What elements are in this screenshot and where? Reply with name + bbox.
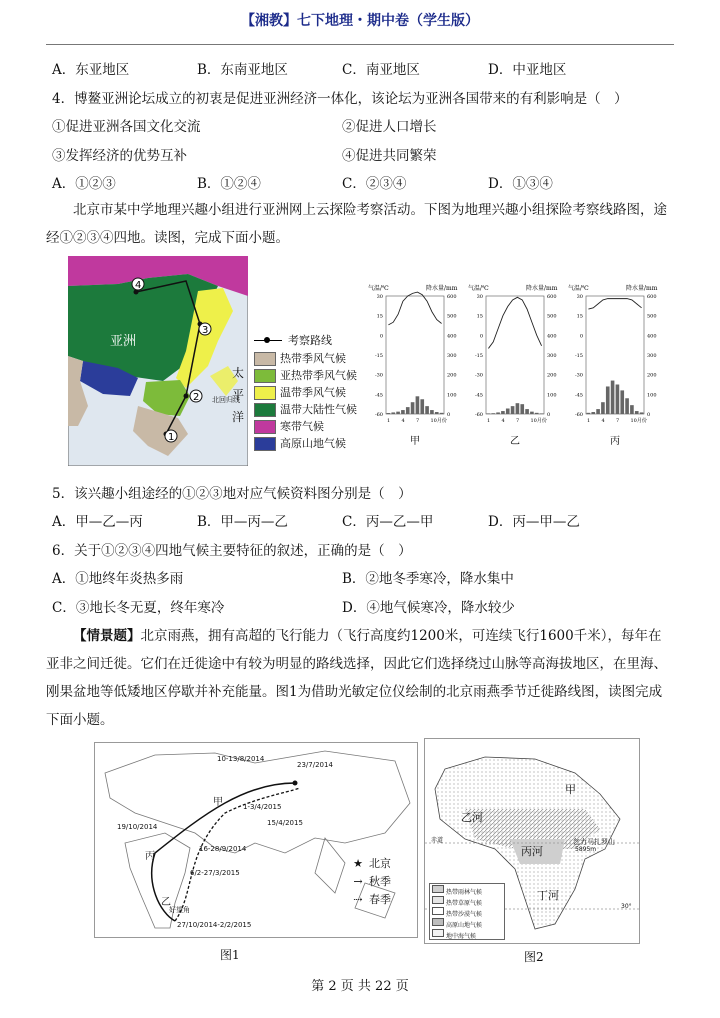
precip-bar [611,381,615,414]
q4-stem: 4．博鳌亚洲论坛成立的初衷是促进亚洲经济一体化，该论坛为亚洲各国带来的有利影响是（ ） [52,91,628,107]
fig2-label-bing: 丙河 [521,845,543,858]
chart-frame [586,296,644,414]
fig2-label-ding: 丁河 [537,889,559,902]
precip-tick: 600 [547,294,557,300]
fig2-label-yi: 乙河 [461,811,483,824]
legend-label: 温带大陆性气候 [280,403,357,416]
month-tick: 1 [487,418,491,424]
q6-stem: 6．关于①②③④四地气候主要特征的叙述，正确的是（ ） [52,543,412,559]
legend-item [252,401,364,418]
q6-option-c: C．③地长冬无夏，终年寒冷 [52,600,225,616]
temp-tick: -15 [474,353,483,359]
precip-bar [406,407,410,414]
precip-tick: 0 [647,412,651,418]
precip-bar [516,403,520,414]
temp-tick: -60 [574,412,583,418]
temp-unit: 气温/℃ [468,285,489,292]
fig2-label-height: 5895m [575,846,597,853]
asia-climate-map [68,256,248,466]
precip-bar [430,410,434,414]
fig2-label-30s: 30° [621,903,632,910]
chart-frame [486,296,544,414]
scenario-paragraph [46,622,674,734]
temp-curve [588,299,641,309]
q4-item-2: ②促进人口增长 [342,119,437,135]
fig1-date-1: 10-13/8/2014 [217,755,265,763]
q6-option-b: B．②地冬季寒冷，降水集中 [342,571,514,587]
legend-label: 高原山地气候 [280,437,346,450]
fig1-date-8: 27/10/2014-2/2/2015 [177,921,252,929]
temp-tick: 30 [576,294,583,300]
temp-tick: -15 [374,353,383,359]
chart-frame [386,296,444,414]
page-footer: 第 2 页 共 22 页 [311,979,409,994]
precip-bar [511,406,515,414]
precip-bar [487,413,491,414]
precip-bar [535,413,539,414]
temp-tick: 15 [576,313,583,320]
month-tick: 10月份 [430,418,447,424]
month-tick: 7 [516,418,520,424]
legend-item [252,350,364,367]
fig1-frame [94,742,418,938]
map1-label-tropic: 北回归线 [212,396,240,404]
temp-tick: -60 [374,412,383,418]
precip-bar [520,404,524,414]
precip-tick: 100 [547,392,557,399]
fig1-date-3: 1-3/4/2015 [243,803,282,811]
scenario-text: 北京雨燕，拥有高超的飞行能力（飞行高度约1200米，可连续飞行1600千米），每年在亚非之间迁徙。它们在迁徙途中有较为明显的路线选择，因此它们选择绕过山脉等高海拔地区，在里海、刚果盆地等低矮地区停歇并补充能量。图1为借助光敏定位仪绘制的北京雨燕季节迁徙路线图，读图完成下面小题。 [46,628,667,728]
precip-bar [620,390,624,414]
precip-tick: 200 [547,372,557,379]
temp-tick: 0 [579,333,583,340]
map1-label-ocean-2: 平 [232,388,245,402]
precip-bar [601,402,605,414]
temp-tick: 0 [479,333,483,340]
q4-option-d: D．①③④ [488,176,553,192]
legend-route [252,332,364,350]
q5-option-a: A．甲—乙—丙 [52,514,143,530]
fig2-legend-label: 地中海气候 [446,933,477,940]
precip-tick: 400 [447,333,457,340]
temp-tick: -30 [474,372,483,379]
precip-tick: 100 [447,392,457,399]
page-header: 【湘教】七下地理・期中卷（学生版） [241,13,479,29]
precip-bar [496,412,500,414]
precip-tick: 100 [647,392,657,399]
fig2-label-equator: 赤道 [431,837,444,844]
map1-label-ocean-3: 洋 [232,410,245,424]
temp-tick: -45 [574,392,583,399]
precip-bar [420,399,424,414]
fig1-legend-label: 秋季 [369,875,391,888]
header-rule [46,44,674,45]
temp-tick: -45 [374,392,383,399]
temp-tick: 30 [376,294,383,300]
precip-tick: 200 [647,372,657,379]
precip-bar [625,398,629,414]
precip-unit: 降水量/mm [426,285,458,292]
fig2-legend-item [430,928,504,939]
scenario-tag: 【情景题】 [73,628,141,644]
fig2-legend-label: 高原山地气候 [446,922,483,929]
temp-tick: -60 [474,412,483,418]
fig1-date-2: 23/7/2014 [297,761,333,769]
precip-bar [630,405,634,414]
month-tick: 7 [616,418,620,424]
month-tick: 4 [601,418,605,424]
legend-label: 温带季风气候 [280,386,346,399]
month-tick: 4 [501,418,505,424]
fig1-label-jia: 甲 [213,797,223,808]
precip-bar [416,396,420,414]
q5-option-d: D．丙—甲—乙 [488,514,580,530]
precip-unit: 降水量/mm [626,285,658,292]
precip-tick: 300 [447,353,457,359]
fig1-date-4: 15/4/2015 [267,819,303,827]
month-tick: 1 [587,418,591,424]
precip-bar [596,409,600,414]
map1-label-ocean-1: 太 [232,366,245,380]
fig1-legend-beijing: ★ 北京 [353,857,391,870]
precip-tick: 300 [647,353,657,359]
month-tick: 10月份 [530,418,547,424]
month-tick: 10月份 [630,418,647,424]
svg-text:4: 4 [135,280,142,291]
temp-tick: -30 [574,372,583,379]
q4-option-b: B．①②④ [197,176,261,192]
legend-label: 热带季风气候 [280,352,346,365]
fig2-caption: 图2 [524,950,544,964]
q5-stem: 5．该兴趣小组途经的①②③地对应气候资料图分别是（ ） [52,486,412,502]
map1-legend [252,332,364,452]
q5-option-b: B．甲—丙—乙 [197,514,288,530]
precip-tick: 0 [547,412,551,418]
precip-bar [506,408,510,414]
climate-chart-1 [368,284,458,447]
q3-option-d: D．中亚地区 [488,62,567,78]
fig2-frame [424,738,640,944]
q4-option-c: C．②③④ [342,176,407,192]
month-tick: 7 [416,418,420,424]
precip-bar [591,412,595,414]
precip-bar [540,413,544,414]
q4-item-1: ①促进亚洲各国文化交流 [52,119,201,135]
precip-tick: 500 [447,313,457,320]
precip-bar [401,410,405,414]
precip-bar [616,385,620,415]
precip-bar [391,412,395,414]
temp-tick: 15 [376,313,383,320]
precip-tick: 600 [647,294,657,300]
q3-option-a: A．东亚地区 [52,62,130,78]
svg-text:2: 2 [193,392,200,403]
precip-bar [411,402,415,414]
legend-item [252,418,364,435]
month-tick: 1 [387,418,391,424]
climate-charts [366,282,666,452]
climate-chart-name: 甲 [410,436,420,447]
precip-tick: 600 [447,294,457,300]
q6-option-d: D．④地气候寒冷，降水较少 [342,600,515,616]
fig1-caption: 图1 [220,948,240,962]
fig2-legend [429,883,505,940]
precip-tick: 500 [547,313,557,320]
climate-charts-svg [366,282,666,452]
precip-tick: 300 [547,353,557,359]
intro-paragraph: 北京市某中学地理兴趣小组进行亚洲网上云探险考察活动。下图为地理兴趣小组探险考察线路图，途经①②③④四地。读图，完成下面小题。 [46,202,667,246]
precip-bar [387,413,391,414]
precip-tick: 0 [447,412,451,418]
fig2-legend-label: 热带草原气候 [446,900,483,907]
temp-curve [488,297,541,348]
fig1-legend-label: 春季 [369,893,391,906]
q4-item-3: ③发挥经济的优势互补 [52,148,187,164]
precip-bar [440,413,444,414]
q4-option-a: A．①②③ [52,176,116,192]
precip-bar [435,412,439,414]
month-tick: 4 [401,418,405,424]
temp-curve [388,292,441,325]
precip-bar [606,386,610,414]
legend-route-label: 考察路线 [288,334,332,347]
temp-tick: -15 [574,353,583,359]
fig1-label-yi: 乙 [161,897,171,908]
precip-bar [635,411,639,414]
fig1-date-7: 6/2-27/3/2015 [190,869,240,877]
fig2-legend-label: 热带雨林气候 [446,889,483,896]
temp-unit: 气温/℃ [568,285,589,292]
precip-tick: 200 [447,372,457,379]
climate-chart-2 [468,284,558,447]
legend-item [252,435,364,452]
legend-label: 寒带气候 [280,420,324,433]
fig1-legend-label: 北京 [369,857,391,870]
fig2-legend-item [430,917,504,928]
legend-item [252,384,364,401]
svg-text:3: 3 [202,325,209,336]
fig2-legend-item [430,884,504,895]
fig2-label-mountain: 乞力马扎罗山 [573,838,615,846]
q4-item-4: ④促进共同繁荣 [342,148,437,164]
fig1-date-6: 16-28/9/2014 [199,845,247,853]
temp-tick: -45 [474,392,483,399]
climate-chart-3 [568,284,658,447]
map1-label-asia: 亚洲 [110,334,137,349]
fig2-legend-item [430,895,504,906]
precip-bar [396,412,400,414]
fig2-label-jia: 甲 [565,783,576,796]
fig1-legend-autumn: → 秋季 [353,875,391,888]
fig1-label-hope: 好望角 [169,906,190,914]
precip-bar [491,413,495,414]
fig1-date-5: 19/10/2014 [117,823,158,831]
q6-option-a: A．①地终年炎热多雨 [52,571,184,587]
temp-tick: -30 [374,372,383,379]
q3-option-c: C．南亚地区 [342,62,420,78]
fig2-legend-item [430,906,504,917]
climate-chart-name: 丙 [610,436,620,447]
precip-bar [525,409,529,414]
q5-option-c: C．丙—乙—甲 [342,514,434,530]
q3-option-b: B．东南亚地区 [197,62,288,78]
fig2-legend-label: 热带沙漠气候 [446,911,483,918]
precip-tick: 500 [647,313,657,320]
precip-bar [501,411,505,414]
temp-tick: 15 [476,313,483,320]
fig1-label-bing: 丙 [145,851,155,862]
precip-tick: 400 [647,333,657,340]
legend-label: 亚热带季风气候 [280,369,357,382]
fig1-legend-spring: ⇢ 春季 [353,893,391,906]
svg-text:1: 1 [168,432,175,443]
fig1-legend [347,855,411,909]
precip-bar [530,412,534,414]
precip-bar [640,412,644,414]
legend-item [252,367,364,384]
temp-tick: 30 [476,294,483,300]
precip-bar [587,413,591,414]
precip-unit: 降水量/mm [526,285,558,292]
temp-unit: 气温/℃ [368,285,389,292]
precip-tick: 400 [547,333,557,340]
climate-chart-name: 乙 [510,436,520,447]
temp-tick: 0 [379,333,383,340]
precip-bar [425,406,429,414]
